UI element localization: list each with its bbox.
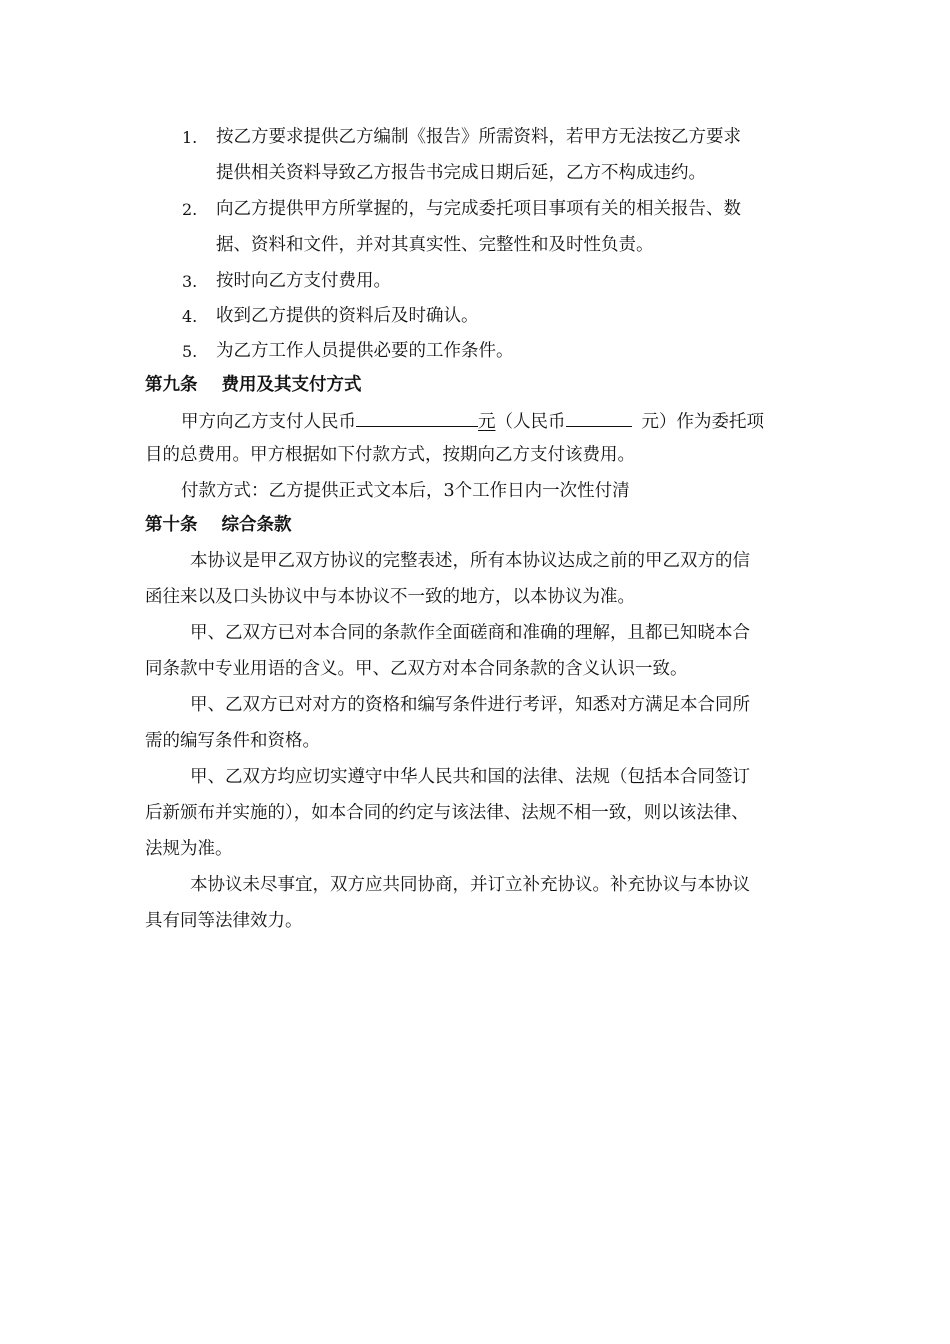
list-item-text: 提供相关资料导致乙方报告书完成日期后延，乙方不构成违约。 <box>216 163 706 183</box>
paragraph-line: 甲、乙双方均应切实遵守中华人民共和国的法律、法规（包括本合同签订 <box>190 767 750 787</box>
paragraph-line: 需的编写条件和资格。 <box>145 731 320 751</box>
paragraph-line: 同条款中专业用语的含义。甲、乙双方对本合同条款的含义认识一致。 <box>145 659 688 679</box>
list-item-text: 据、资料和文件，并对其真实性、完整性和及时性负责。 <box>216 235 654 255</box>
paragraph-line: 后新颁布并实施的），如本合同的约定与该法律、法规不相一致，则以该法律、 <box>145 803 749 823</box>
fee-unit: 元 <box>478 412 496 432</box>
paragraph-line: 甲、乙双方已对对方的资格和编写条件进行考评，知悉对方满足本合同所 <box>190 695 750 715</box>
list-item-text: 为乙方工作人员提供必要的工作条件。 <box>216 341 514 361</box>
paragraph-line: 本协议是甲乙双方协议的完整表述，所有本协议达成之前的甲乙双方的信 <box>190 551 750 571</box>
paragraph-line: 具有同等法律效力。 <box>145 911 303 931</box>
list-item-number: 3. <box>182 272 198 291</box>
list-item-text: 按乙方要求提供乙方编制《报告》所需资料，若甲方无法按乙方要求 <box>216 127 741 147</box>
paragraph-line: 甲、乙双方已对本合同的条款作全面磋商和准确的理解，且都已知晓本合 <box>190 623 750 643</box>
fee-amount-words-blank[interactable] <box>566 408 632 427</box>
fee-prefix: 甲方向乙方支付人民币 <box>181 412 356 432</box>
fee-mid: （人民币 <box>495 412 566 432</box>
list-item-number: 2. <box>182 200 198 219</box>
paragraph-line: 函往来以及口头协议中与本协议不一致的地方，以本协议为准。 <box>145 587 635 607</box>
article-9-heading <box>145 374 362 396</box>
fee-line <box>181 408 764 433</box>
list-item-number: 5. <box>182 342 198 361</box>
article-9-title: 费用及其支付方式 <box>221 375 362 395</box>
list-item-text: 按时向乙方支付费用。 <box>216 271 391 291</box>
fee-amount-blank[interactable] <box>356 408 478 427</box>
article-10-heading <box>145 514 292 536</box>
paragraph-line: 法规为准。 <box>145 839 233 859</box>
article-9-label: 第九条 <box>145 375 198 395</box>
fee-line-continued: 目的总费用。甲方根据如下付款方式，按期向乙方支付该费用。 <box>145 445 635 465</box>
fee-suffix: 元）作为委托项 <box>641 412 764 432</box>
list-item-number: 1. <box>182 128 198 147</box>
list-item-number: 4. <box>182 307 198 326</box>
payment-method: 付款方式：乙方提供正式文本后，3个工作日内一次性付清 <box>181 481 630 501</box>
article-10-label: 第十条 <box>145 515 198 535</box>
paragraph-line: 本协议未尽事宜，双方应共同协商，并订立补充协议。补充协议与本协议 <box>190 875 750 895</box>
list-item-text: 向乙方提供甲方所掌握的，与完成委托项目事项有关的相关报告、数 <box>216 199 741 219</box>
article-10-title: 综合条款 <box>221 515 292 535</box>
list-item-text: 收到乙方提供的资料后及时确认。 <box>216 306 479 326</box>
